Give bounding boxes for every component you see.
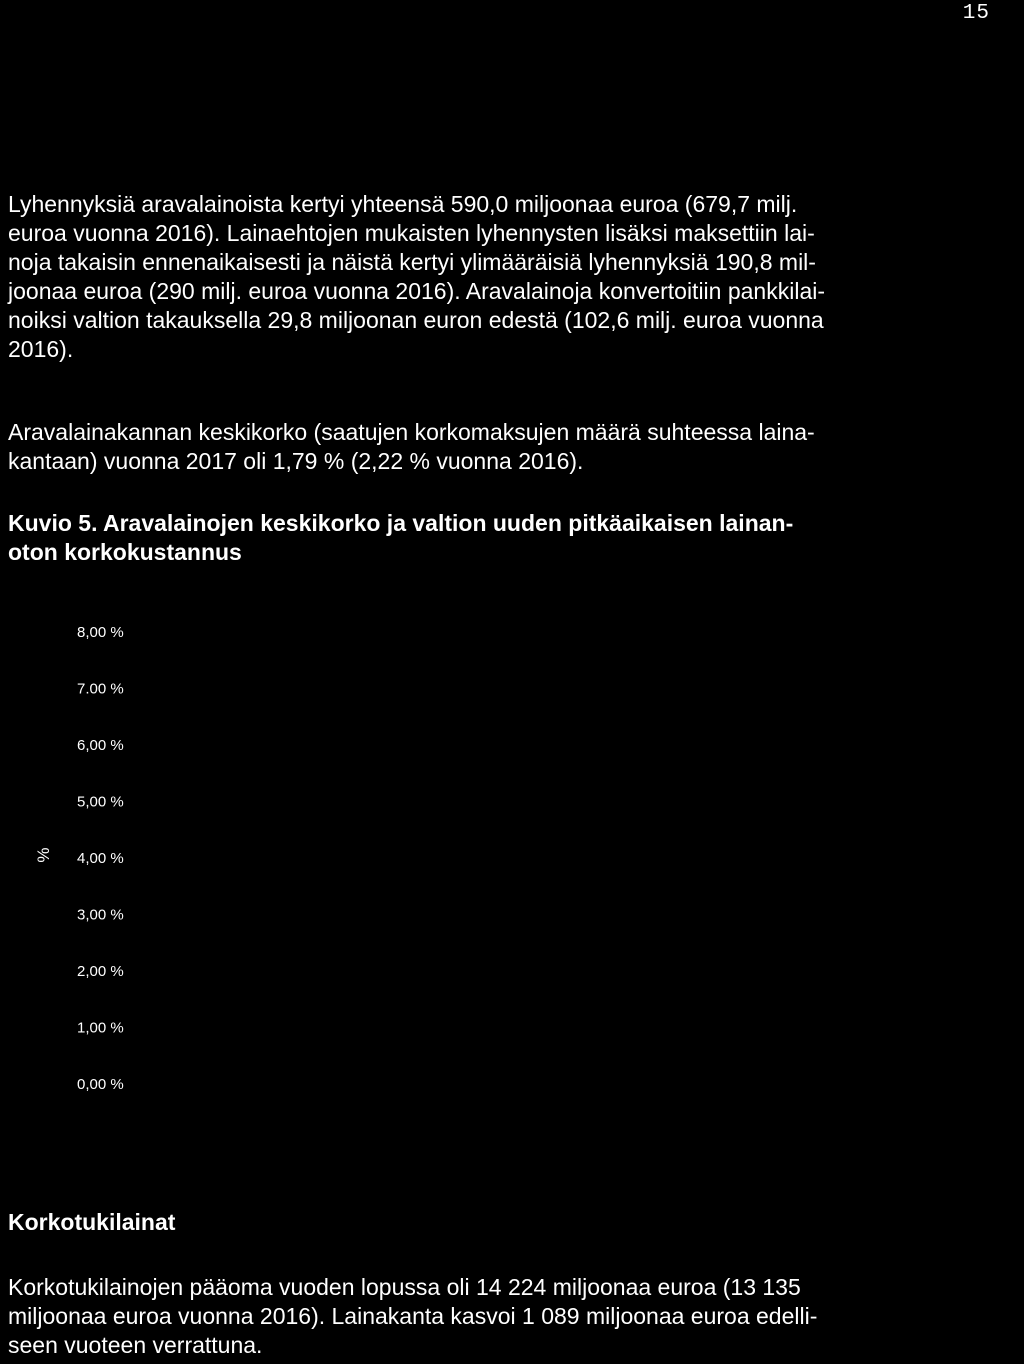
paragraph-average-interest xyxy=(8,418,1012,476)
interest-rate-chart xyxy=(0,600,1024,1120)
y-axis-label: % xyxy=(34,847,53,863)
y-tick-label: 6,00 % xyxy=(77,737,124,754)
paragraph-repayments xyxy=(8,190,1012,364)
y-tick-label: 2,00 % xyxy=(77,963,124,980)
text-line: noiksi valtion takauksella 29,8 miljoonan euron edestä (102,6 milj. euroa vuonna xyxy=(8,307,824,333)
section-heading: Korkotukilainat xyxy=(8,1209,176,1235)
text-line: euroa vuonna 2016). Lainaehtojen mukaisten lyhennysten lisäksi maksettiin lai- xyxy=(8,220,815,246)
text-line: 2016). xyxy=(8,336,74,362)
y-tick-label: 4,00 % xyxy=(77,850,124,867)
y-tick-label: 7.00 % xyxy=(77,680,124,698)
text-line: kantaan) vuonna 2017 oli 1,79 % (2,22 % vuonna 2016). xyxy=(8,448,584,474)
chart-svg xyxy=(0,600,1024,1120)
y-tick-label: 3,00 % xyxy=(77,906,124,924)
text-line: Aravalainakannan keskikorko (saatujen korkomaksujen määrä suhteessa laina- xyxy=(8,419,815,445)
text-line: Korkotukilainojen pääoma vuoden lopussa oli 14 224 miljoonaa euroa (13 135 xyxy=(8,1274,801,1300)
text-line: seen vuoteen verrattuna. xyxy=(8,1332,263,1358)
caption-line: Kuvio 5. Aravalainojen keskikorko ja valtion uuden pitkäaikaisen lainan- xyxy=(8,510,794,536)
text-line: joonaa euroa (290 milj. euroa vuonna 2016). Aravalainoja konvertoitiin pankkilai- xyxy=(8,278,826,304)
figure-caption xyxy=(8,509,1008,567)
y-tick-label: 8,00 % xyxy=(77,624,124,641)
y-tick-label: 5,00 % xyxy=(77,793,124,811)
text-line: Lyhennyksiä aravalainoista kertyi yhteensä 590,0 miljoonaa euroa (679,7 milj. xyxy=(8,191,798,217)
paragraph-interest-subsidy-loans xyxy=(8,1273,1012,1360)
y-tick-label: 0,00 % xyxy=(77,1076,124,1093)
text-line: noja takaisin ennenaikaisesti ja näistä kertyi ylimääräisiä lyhennyksiä 190,8 mil- xyxy=(8,249,816,275)
page-number: 15 xyxy=(962,2,990,25)
text-line: miljoonaa euroa vuonna 2016). Lainakanta kasvoi 1 089 miljoonaa euroa edelli- xyxy=(8,1303,818,1329)
y-tick-label: 1,00 % xyxy=(77,1019,124,1037)
caption-line: oton korkokustannus xyxy=(8,539,242,565)
